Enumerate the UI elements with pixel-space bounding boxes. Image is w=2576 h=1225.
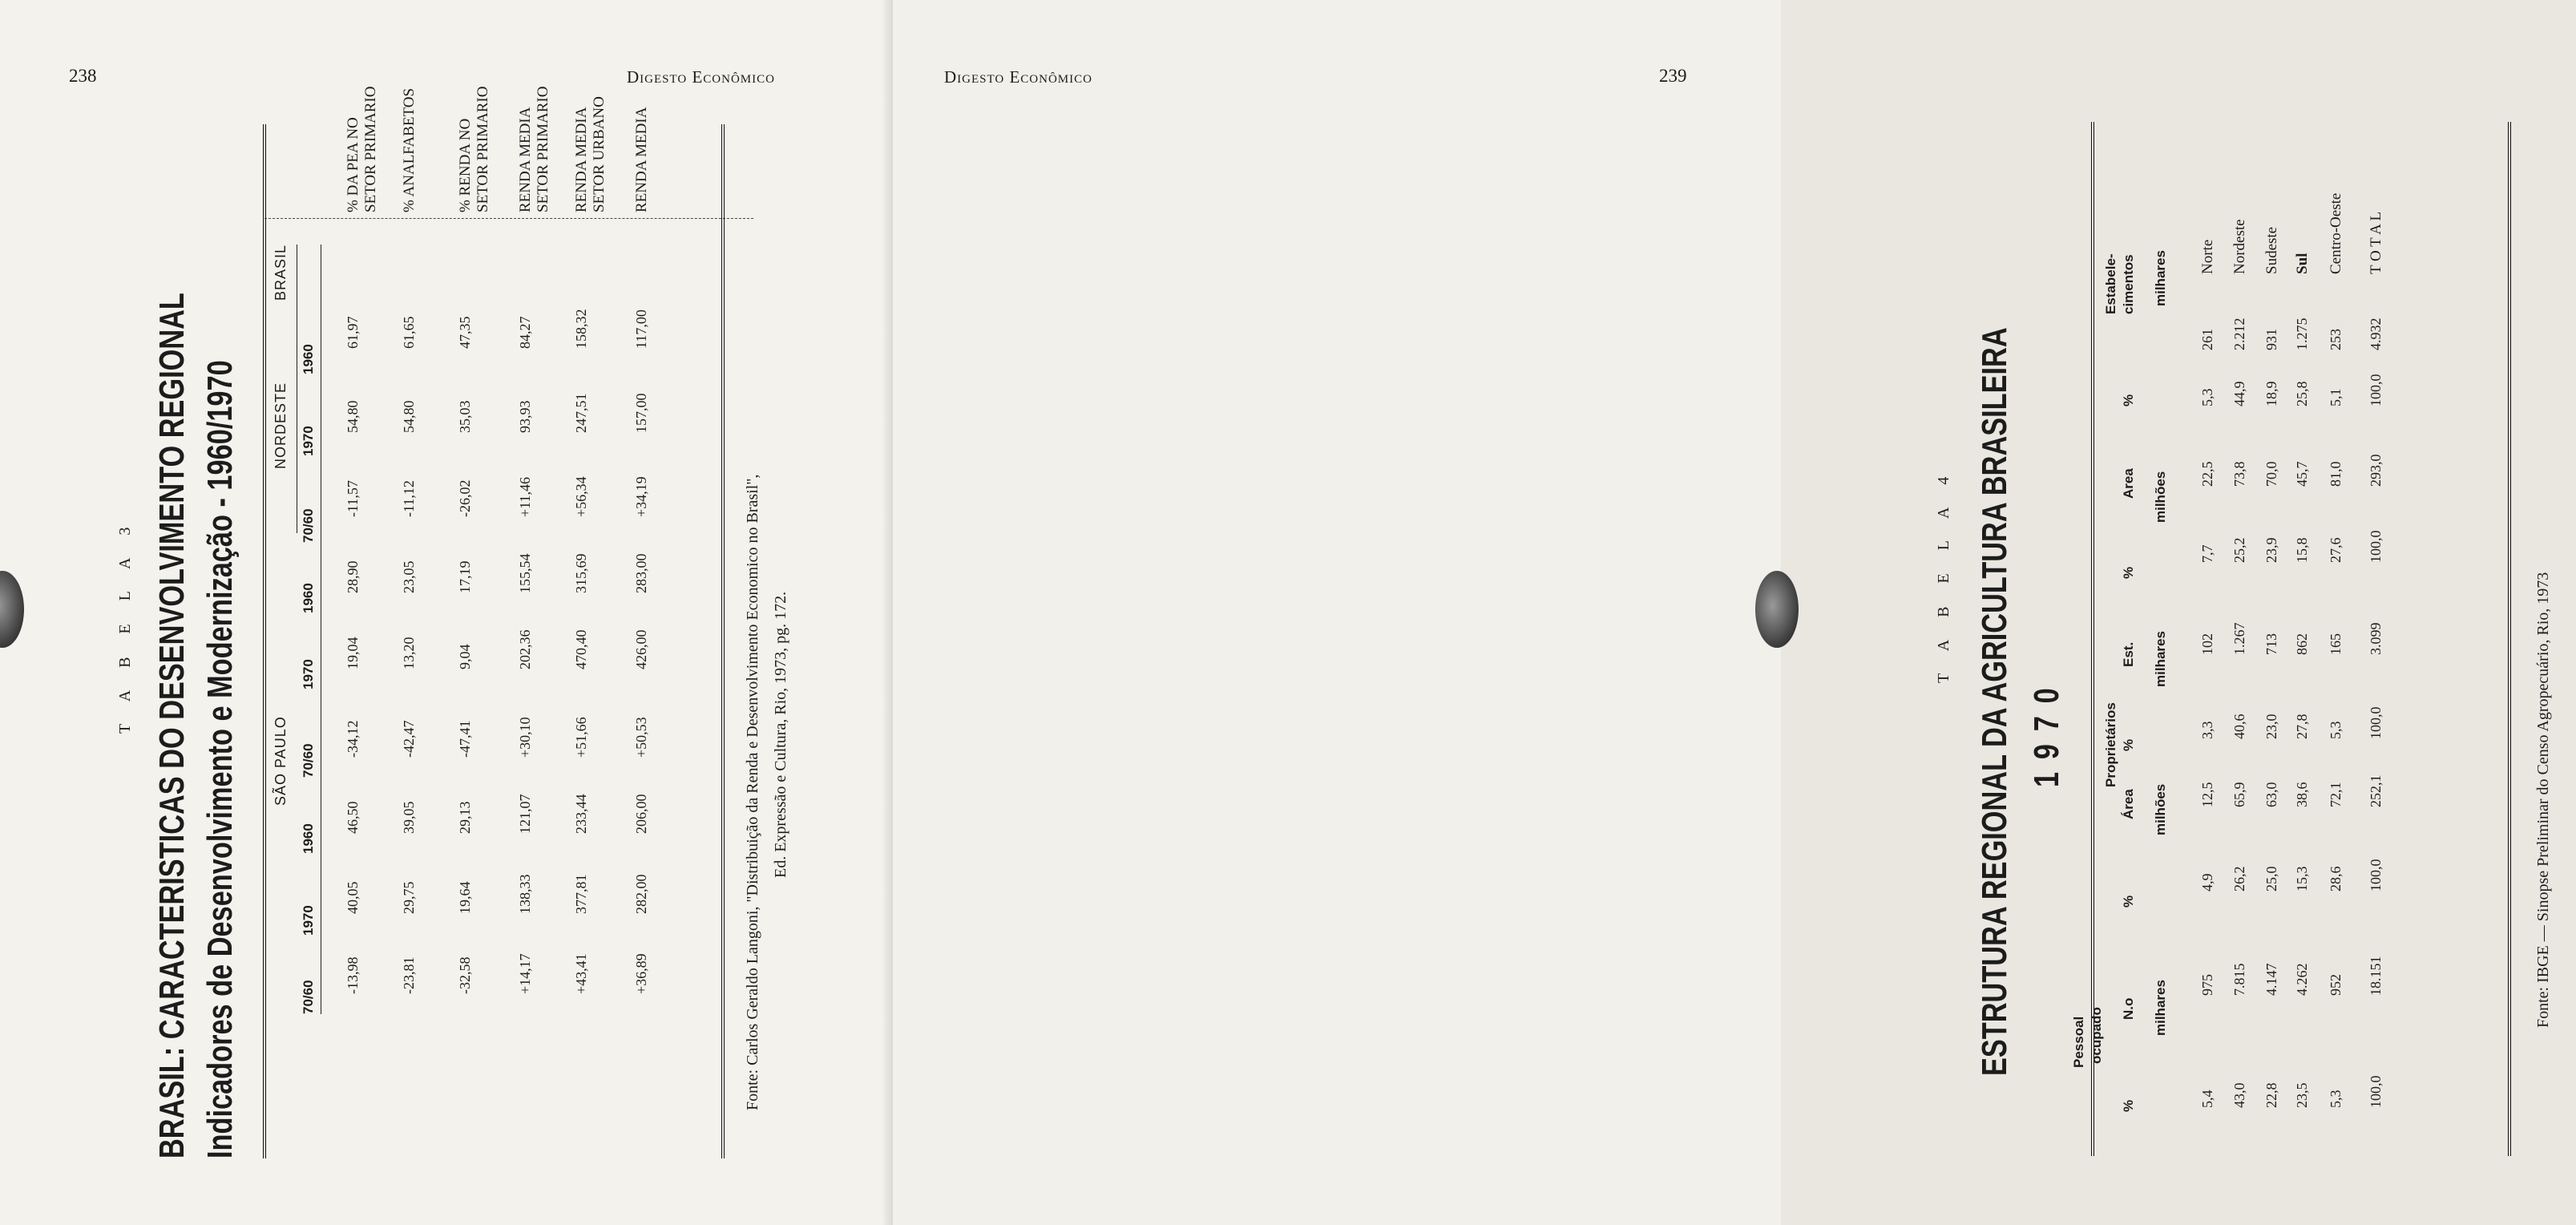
column-header: Área [2121,789,2136,819]
table-cell: 35,03 [457,400,473,433]
column-header: Proprietários [2103,702,2118,787]
table-cell: -32,58 [457,956,473,994]
column-header: % [2121,738,2136,751]
table-cell: 3.099 [2368,622,2384,655]
table-cell: 253 [2328,329,2344,350]
nordeste-7060: 70/60 [301,508,316,543]
table-cell: 158,32 [573,309,589,349]
table-cell: 18.151 [2368,956,2384,996]
running-head-left: Digesto Econômico [627,67,775,87]
table-cell: 13,20 [401,637,417,669]
table-cell: 12,5 [2199,782,2215,807]
table-cell: 202,36 [517,629,533,669]
table-cell: 862 [2294,633,2310,655]
table-cell: 261 [2199,329,2215,350]
table-cell: 72,1 [2328,782,2344,807]
table-cell: +36,89 [633,953,649,994]
table-4-top-rule [2091,122,2094,1156]
left-page [0,0,893,1225]
table-cell: 43,0 [2231,1082,2247,1108]
table-cell: 44,9 [2231,381,2247,406]
row-label-cont: SETOR PRIMARIO [474,86,491,212]
table-cell: 15,8 [2294,537,2310,563]
table-cell: 155,54 [517,553,533,593]
table-3-bottom-rule [721,124,725,1158]
table-cell: 7,7 [2199,544,2215,563]
table-cell: 4.147 [2263,963,2279,996]
table-cell: 4,9 [2199,873,2215,891]
table-cell: 165 [2328,633,2344,655]
region-label: Sudeste [2263,226,2280,274]
table-cell: 29,13 [457,801,473,834]
nordeste-1970: 1970 [301,426,316,456]
table-cell: 100,0 [2368,1075,2384,1108]
table-cell: 5,3 [2328,1090,2344,1108]
sp-7060: 70/60 [301,743,316,778]
region-label: Sul [2294,253,2311,274]
table-cell: +43,41 [573,953,589,994]
nordeste-1960: 1960 [301,344,316,374]
page-number-left: 238 [69,66,97,86]
table-cell: 2.212 [2231,317,2247,350]
table-cell: 426,00 [633,629,649,669]
column-header: ocupado [2089,1007,2104,1064]
table-cell: 293,0 [2368,454,2384,487]
table-cell: 4.262 [2294,963,2310,996]
table-cell: 470,40 [573,629,589,669]
table-cell: 25,0 [2263,866,2279,891]
table-cell: 18,9 [2263,381,2279,406]
table-3-subtitle: Indicadores de Desenvolvimento e Modernização - 1960/1970 [200,360,240,1158]
table-cell: 15,3 [2294,866,2310,891]
table-3-top-rule [263,124,266,1158]
table-cell: 252,1 [2368,774,2384,807]
region-label: Nordeste [2231,219,2248,274]
table-cell: 931 [2263,329,2279,350]
table-cell: 975 [2199,974,2215,996]
table-cell: 19,64 [457,881,473,914]
right-page [893,0,2552,1225]
row-label: % ANALFABETOS [401,87,418,212]
table-cell: +30,10 [517,717,533,758]
column-header: Area [2121,468,2136,499]
table-cell: -47,41 [457,720,473,758]
column-header: cimentos [2121,254,2136,314]
brasil-1960: 1960 [301,823,316,854]
table-cell: 93,93 [517,400,533,433]
table-4-block [1855,122,2576,1156]
table-cell: 377,81 [573,874,589,914]
table-cell: 28,90 [345,560,361,593]
table-cell: 61,97 [345,316,361,349]
table-cell: 1.267 [2231,622,2247,655]
table-cell: 84,27 [517,316,533,349]
brasil-1970: 1970 [301,905,316,936]
table-3-title: BRASIL: CARACTERISTICAS DO DESENVOLVIMENTO REGIONAL [152,293,192,1158]
region-label: Norte [2199,239,2216,274]
column-header: % [2121,394,2136,406]
table-4-title: ESTRUTURA REGIONAL DA AGRICULTURA BRASILEIRA [1975,327,2014,1076]
table-cell: 28,6 [2328,866,2344,891]
column-header: milhões [2153,783,2168,835]
table-cell: 23,0 [2263,714,2279,739]
table-3-divider [264,218,753,219]
table-3-source-cont: Ed. Expressão e Cultura, Rio, 1973, pg. 172. [772,591,789,878]
table-cell: 100,0 [2368,859,2384,891]
table-cell: 23,5 [2294,1082,2310,1108]
column-header: Estabele- [2103,253,2118,314]
table-cell: 25,8 [2294,381,2310,406]
table-cell: 29,75 [401,881,417,914]
row-label: RENDA MEDIA [633,107,650,212]
binder-hole-left [0,571,24,648]
column-header: milhares [2153,980,2168,1036]
table-cell: +56,34 [573,476,589,517]
region-label: Centro-Oeste [2328,192,2344,274]
table-cell: 23,9 [2263,537,2279,563]
row-label: % DA PEA NO [345,117,361,212]
table-cell: 5,3 [2328,721,2344,739]
table-cell: 54,80 [345,400,361,433]
table-cell: 5,4 [2199,1090,2215,1108]
table-cell: 100,0 [2368,374,2384,406]
table-cell: 40,05 [345,881,361,914]
table-cell: 100,0 [2368,706,2384,739]
table-cell: 5,3 [2199,388,2215,406]
page-number-right: 239 [1659,66,1687,86]
table-cell: 47,35 [457,316,473,349]
table-cell: 5,1 [2328,388,2344,406]
table-4-subtitle: 1 9 7 0 [2027,685,2066,787]
group-header-brasil: BRASIL [273,244,289,301]
column-header: Est. [2121,641,2136,667]
table-cell: +11,46 [517,477,533,517]
table-cell: +14,17 [517,953,533,994]
brasil-7060: 70/60 [301,980,316,1014]
sp-1960: 1960 [301,583,316,613]
row-label: RENDA MEDIA [517,107,534,212]
table-cell: +34,19 [633,476,649,517]
table-cell: 61,65 [401,316,417,349]
table-cell: 117,00 [633,309,649,349]
group-header-nordeste: NORDESTE [273,382,289,469]
table-cell: 22,8 [2263,1082,2279,1108]
running-head-right: Digesto Econômico [944,67,1092,87]
table-4-bottom-rule [2508,122,2511,1156]
table-cell: 121,07 [517,794,533,834]
table-cell: -23,81 [401,956,417,994]
table-cell: -11,12 [401,480,417,517]
table-cell: -34,12 [345,720,361,758]
sp-1970: 1970 [301,659,316,689]
binder-hole-right [1755,571,1799,648]
table-cell: 4.932 [2368,317,2384,350]
table-cell: 25,2 [2231,537,2247,563]
column-header: milhões [2153,471,2168,523]
table-cell: -26,02 [457,479,473,517]
table-3-source: Fonte: Carlos Geraldo Langoni, "Distribuição da Renda e Desenvolvimento Economico no Brasil", [744,474,761,1110]
column-header: % [2121,895,2136,908]
table-cell: -13,98 [345,956,361,994]
tabela-3-label: T A B E L A 3 [116,517,134,734]
table-cell: 3,3 [2199,721,2215,739]
table-cell: +51,66 [573,717,589,758]
table-cell: 102 [2199,633,2215,655]
table-cell: 713 [2263,633,2279,655]
table-cell: 63,0 [2263,782,2279,807]
row-label: RENDA MEDIA [573,107,590,212]
table-cell: -42,47 [401,720,417,758]
column-header: milhares [2153,250,2168,306]
column-header: milhares [2153,631,2168,687]
row-label-cont: SETOR PRIMARIO [362,86,379,212]
table-cell: 65,9 [2231,782,2247,807]
table-cell: 952 [2328,974,2344,996]
table-cell: 19,04 [345,637,361,669]
table-cell: 39,05 [401,801,417,834]
table-cell: 138,33 [517,874,533,914]
table-cell: 27,6 [2328,537,2344,563]
table-cell: 282,00 [633,874,649,914]
table-cell: 54,80 [401,400,417,433]
column-header: % [2121,1099,2136,1112]
table-cell: 38,6 [2294,782,2310,807]
table-cell: 81,0 [2328,461,2344,487]
column-header: Pessoal [2071,1016,2086,1068]
table-cell: 9,04 [457,644,473,669]
table-3-block [56,86,789,1158]
table-cell: 23,05 [401,560,417,593]
table-cell: 315,69 [573,553,589,593]
table-cell: 100,0 [2368,530,2384,563]
table-cell: +50,53 [633,717,649,758]
table-cell: 73,8 [2231,461,2247,487]
table-cell: 7.815 [2231,963,2247,996]
table-cell: 233,44 [573,794,589,834]
table-4-source: Fonte: IBGE — Sinopse Preliminar do Censo Agropecuário, Rio, 1973 [2534,572,2552,1028]
row-label-cont: SETOR PRIMARIO [535,86,551,212]
table-cell: 1.275 [2294,317,2310,350]
table-cell: -11,57 [345,480,361,517]
table-cell: 247,51 [573,393,589,433]
table-cell: 206,00 [633,794,649,834]
table-cell: 27,8 [2294,714,2310,739]
column-header: % [2121,566,2136,579]
table-cell: 157,00 [633,393,649,433]
table-cell: 46,50 [345,801,361,834]
row-label: % RENDA NO [457,118,474,212]
group-header-sao-paulo: SÃO PAULO [273,716,289,806]
column-header: N.o [2121,997,2136,1020]
table-cell: 22,5 [2199,461,2215,487]
row-label-cont: SETOR URBANO [591,96,608,212]
table-cell: 40,6 [2231,714,2247,739]
table-cell: 70,0 [2263,461,2279,487]
table-cell: 17,19 [457,560,473,593]
table-cell: 26,2 [2231,866,2247,891]
region-label: T O T A L [2368,211,2384,274]
table-cell: 45,7 [2294,461,2310,487]
tabela-4-label: T A B E L A 4 [1935,467,1952,683]
table-cell: 283,00 [633,553,649,593]
